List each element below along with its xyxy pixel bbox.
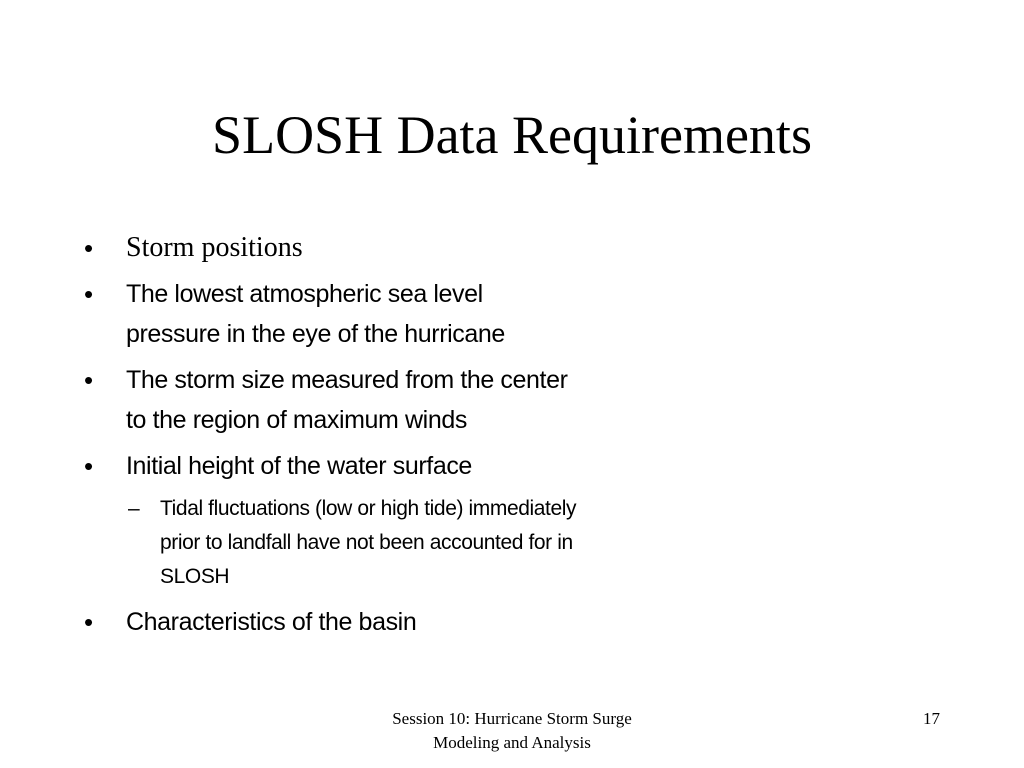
bullet-text-line-2: to the region of maximum winds [126,406,467,434]
bullet-text-line-1: The storm size measured from the center [126,366,568,394]
bullet-marker: • [84,607,94,637]
bullet-text-line-1: The lowest atmospheric sea level [126,280,483,308]
bullet-basin-characteristics [84,602,684,642]
sub-bullet-marker: – [128,497,140,520]
slide-footer [300,707,724,755]
bullet-initial-height [84,446,684,486]
bullet-text: Characteristics of the basin [126,608,417,636]
bullet-storm-size [84,360,684,440]
bullet-text-line-2: pressure in the eye of the hurricane [126,320,505,348]
sub-bullet-tidal-fluctuations [128,492,660,594]
sub-bullet-text-line-2: prior to landfall have not been accounted for in [160,531,573,554]
bullet-list [84,228,684,648]
bullet-text: Storm positions [126,232,303,263]
bullet-text: Initial height of the water surface [126,452,472,480]
bullet-marker: • [84,365,94,395]
bullet-storm-positions [84,228,684,268]
slide-title: SLOSH Data Requirements [212,105,812,165]
bullet-marker: • [84,451,94,481]
page-number: 17 [923,709,940,728]
bullet-marker: • [84,279,94,309]
bullet-marker: • [84,233,94,263]
sub-bullet-wrapper [84,492,684,594]
footer-line-2: Modeling and Analysis [433,733,591,752]
sub-bullet-text-line-3: SLOSH [160,565,230,588]
sub-bullet-text-line-1: Tidal fluctuations (low or high tide) immediately [160,497,577,520]
footer-line-1: Session 10: Hurricane Storm Surge [392,709,632,728]
bullet-lowest-pressure [84,274,684,354]
sub-bullet-list [84,492,684,594]
